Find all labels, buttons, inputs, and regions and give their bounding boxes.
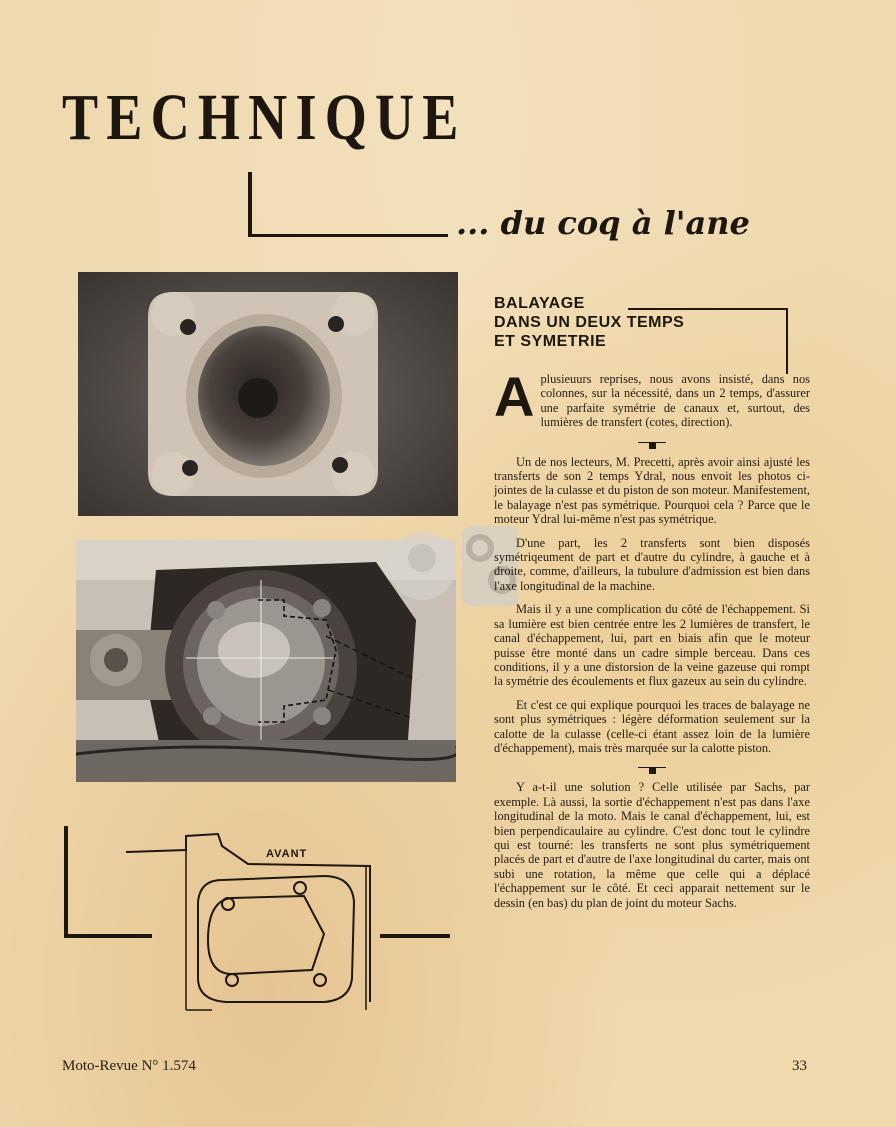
title-bracket [248, 172, 448, 237]
paragraph-5: Et c'est ce qui explique pourquoi les traces de balayage ne sont plus symétriques : légère déformation seulement sur la calotte de la culasse (celle-ci étant assez loin de la lumière d'échappement), mais très marquée sur la calotte piston. [494, 697, 810, 755]
article-body [494, 365, 810, 919]
separator [494, 437, 810, 447]
paragraph-1: Aplusieuurs reprises, nous avons insisté, dans nos colonnes, sur la nécessité, dans un 2 temps, d'assurer une parfaite symétrie de canaux et, surtout, des lumières de transfert (cotes, direction). [494, 365, 810, 430]
section-title: TECHNIQUE [62, 81, 467, 154]
headline-rule [628, 308, 788, 374]
paragraph-2: Un de nos lecteurs, M. Precetti, après avoir ainsi ajusté les transferts de son 2 temps Ydral, nous envoit les photos ci-jointes de la culasse et du piston de son moteur. Manifestement, le balayage n'est pas symétrique. Pourquoi cela ? Parce que le moteur Ydral lui-même n'est pas symétrique. [494, 454, 810, 527]
diagram-label-avant: AVANT [266, 848, 308, 860]
paragraph-3: D'une part, les 2 transferts sont bien disposés symétriqeument de part et d'autre du cylindre, à gauche et à droite, comme, d'ailleurs, la tubulure d'admission est bien dans l'axe longitudinal de la machine. [494, 535, 810, 593]
footer-publication: Moto-Revue N° 1.574 [62, 1058, 196, 1074]
paragraph-4: Mais il y a une complication du côté de l'échappement. Si sa lumière est bien centrée entre les 2 lumières de transfert, le canal d'échappement, lui, part en biais afin que le moteur puisse être monté dans un cadre simple berceau. Dans ces conditions, il y a une distorsion de la veine gazeuse qui rompt la symétrie des écoulements et flux gazeux au sein du cylindre. [494, 602, 810, 689]
paragraph-6: Y a-t-il une solution ? Celle utilisée par Sachs, par exemple. Là aussi, la sortie d'échappement n'est pas dans l'axe longitudinal de la moto. Mais le canal d'échappement, lui, est bien perpendicaulaire au cylindre. C'est donc tout le cylindre qui est tourné: les transferts ne sont plus symétriquement placés de part et d'autre de l'axe longitudinal du carter, mais ont subi une rotation, la même que celle qui a déplacé l'échappement sur le côté. Et ceci apparait nettement sur le dessin (en bas) du plan de joint du moteur Sachs. [494, 780, 810, 910]
page-number: 33 [792, 1058, 807, 1074]
gasket-diagram [62, 822, 462, 1022]
article-headline: BALAYAGE DANS UN DEUX TEMPS ET SYMETRIE [494, 295, 685, 350]
separator [494, 762, 810, 772]
drop-cap: A [494, 365, 535, 428]
article-subtitle: ... du coq à l'ane [456, 204, 750, 242]
cylinder-head-photo [78, 272, 458, 516]
